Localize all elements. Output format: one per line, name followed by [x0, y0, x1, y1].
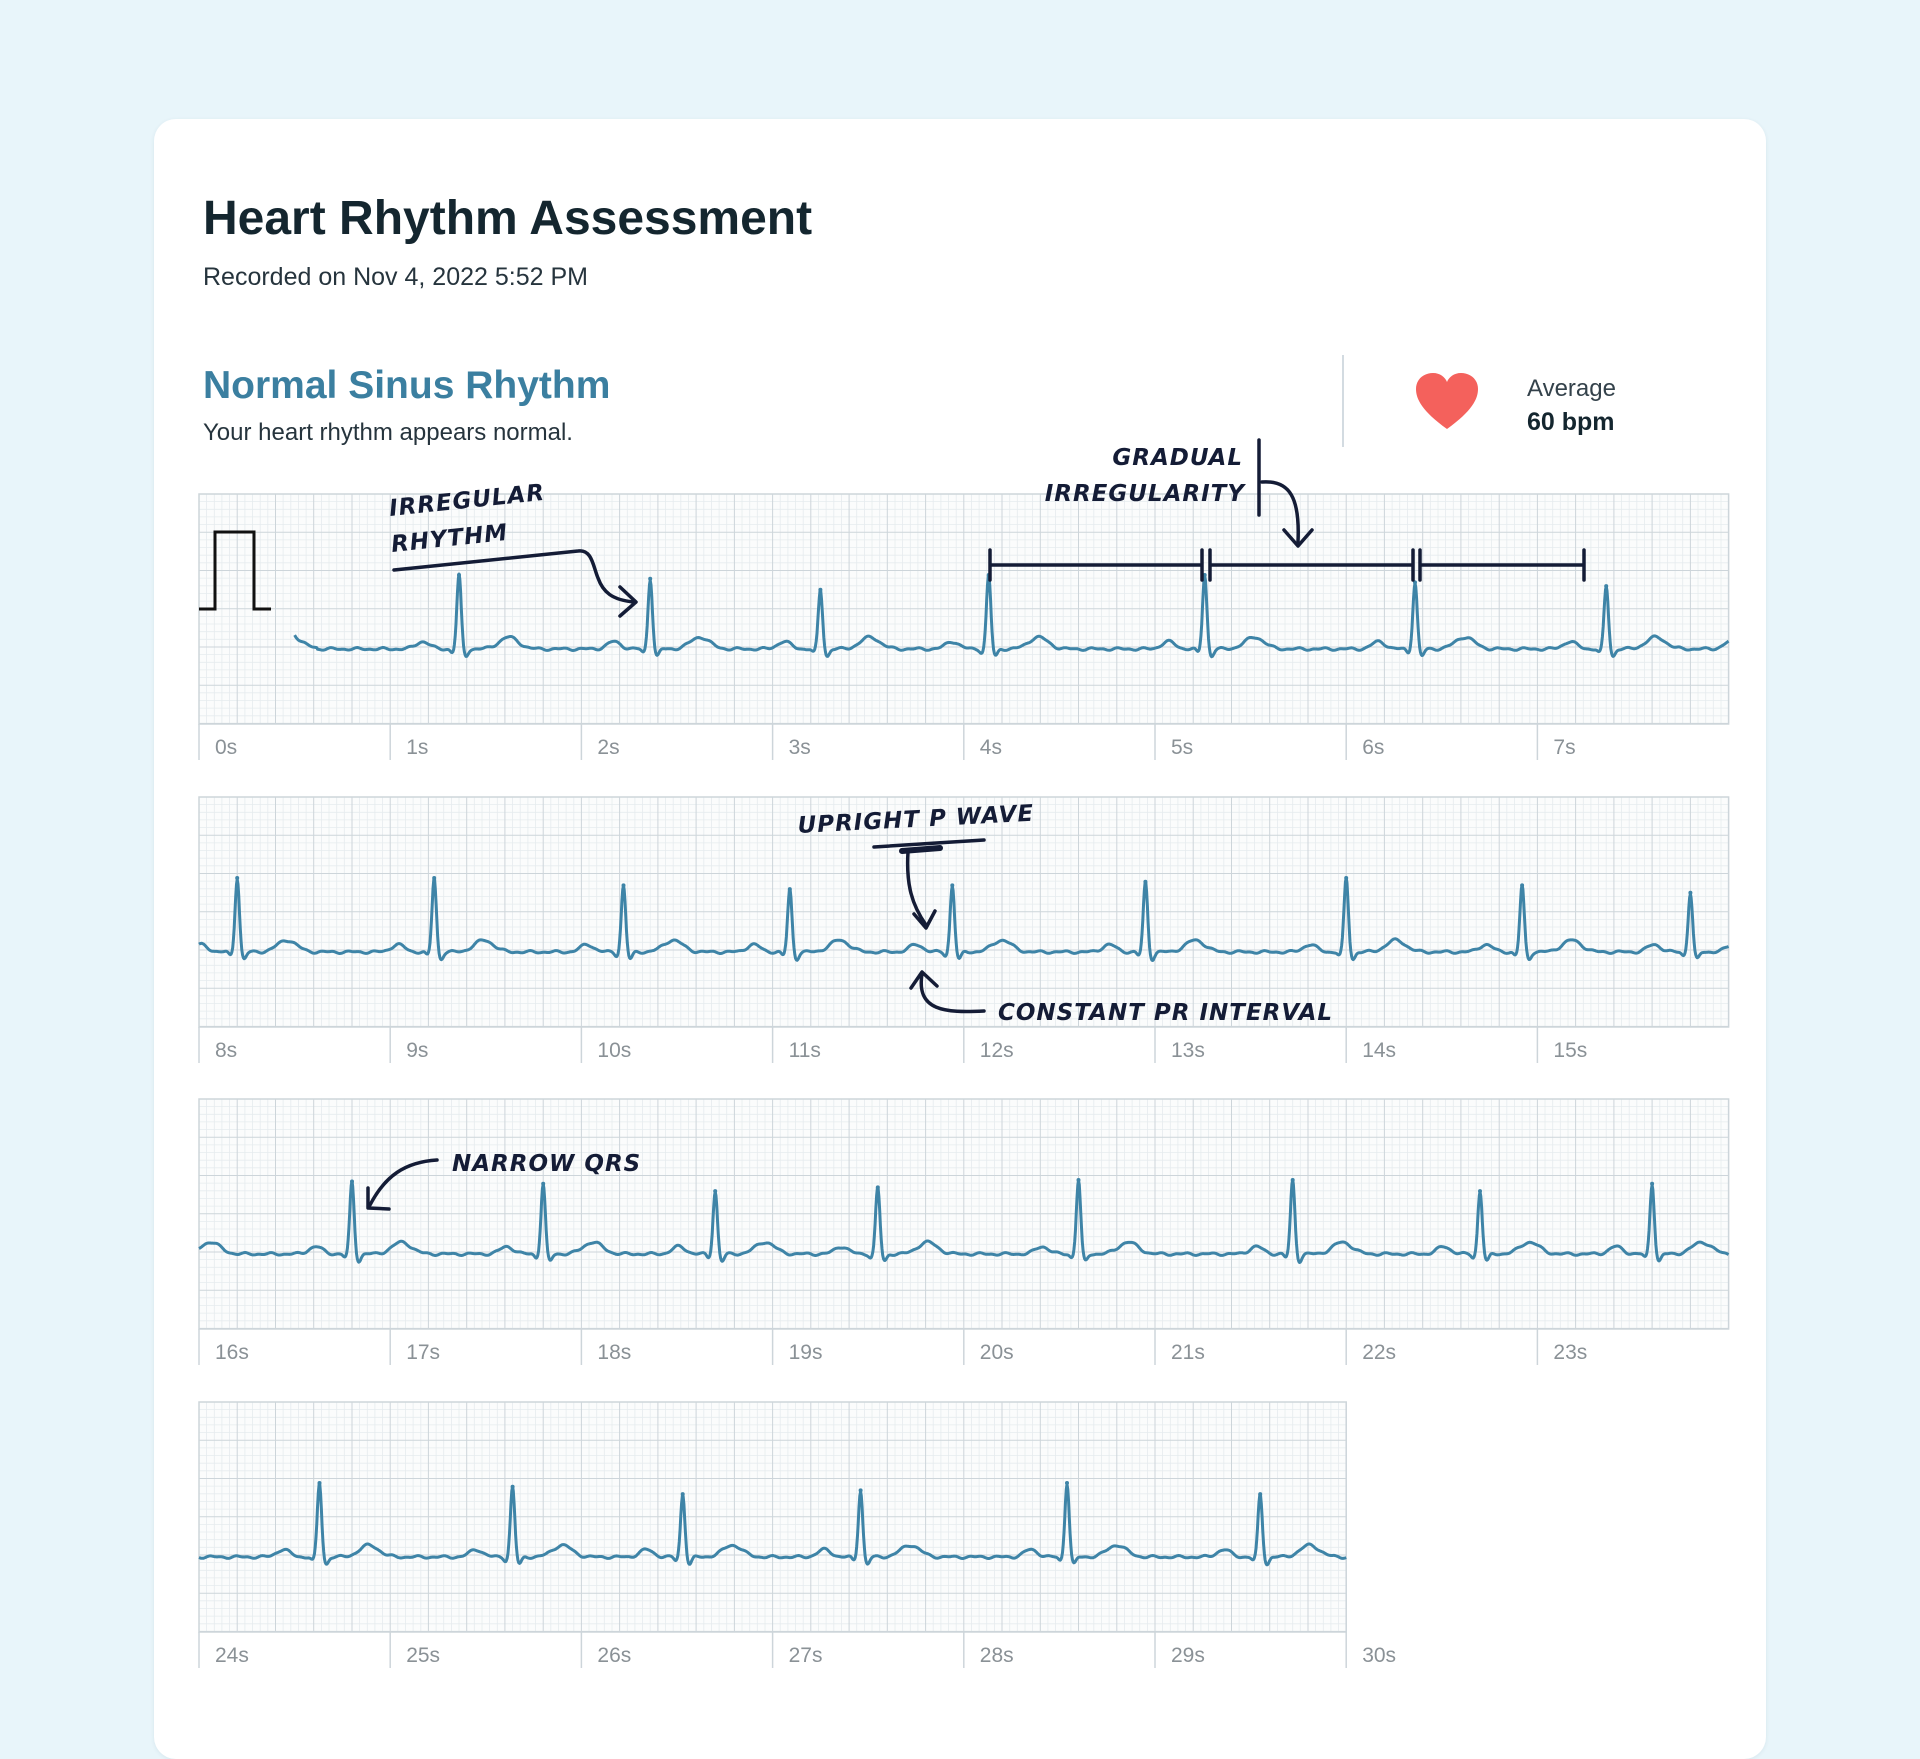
- r-peak-point: [511, 1485, 515, 1489]
- tick-label: 8s: [215, 1039, 238, 1062]
- tick-label: 23s: [1553, 1341, 1588, 1364]
- tick-label: 16s: [215, 1341, 249, 1364]
- tick-label: 6s: [1362, 736, 1385, 759]
- r-peak-point: [1143, 880, 1147, 884]
- r-peak-point: [859, 1488, 863, 1492]
- tick-label: 19s: [788, 1341, 823, 1364]
- recorded-timestamp: Recorded on Nov 4, 2022 5:52 PM: [203, 263, 588, 291]
- annotation-irregular-2: RHYTHM: [389, 519, 510, 558]
- r-peak-point: [1291, 1178, 1295, 1182]
- r-peak-point: [622, 883, 626, 887]
- tick-label: 29s: [1171, 1644, 1205, 1667]
- r-peak-point: [681, 1492, 685, 1496]
- r-peak-point: [876, 1185, 880, 1189]
- average-bpm: 60 bpm: [1527, 408, 1615, 436]
- tick-label: 12s: [979, 1039, 1014, 1062]
- tick-label: 7s: [1553, 736, 1576, 759]
- r-peak-point: [648, 577, 652, 581]
- r-peak-point: [1344, 876, 1348, 880]
- r-peak-point: [457, 573, 461, 577]
- r-peak-point: [1258, 1492, 1262, 1496]
- tick-label: 10s: [597, 1039, 632, 1062]
- tick-label: 9s: [406, 1039, 429, 1062]
- tick-label: 3s: [788, 736, 811, 759]
- tick-label: 0s: [215, 736, 238, 759]
- tick-label: 4s: [979, 736, 1002, 759]
- tick-label: 26s: [597, 1644, 632, 1667]
- tick-label: 1s: [406, 736, 429, 759]
- r-peak-point: [1650, 1182, 1654, 1186]
- tick-label: 15s: [1553, 1039, 1588, 1062]
- r-peak-point: [318, 1481, 322, 1485]
- r-peak-point: [950, 883, 954, 887]
- annotation-constant-pr: CONSTANT PR INTERVAL: [998, 1000, 1334, 1026]
- r-peak-point: [1604, 584, 1608, 588]
- tick-label: 28s: [979, 1644, 1014, 1667]
- r-peak-point: [1077, 1178, 1081, 1182]
- r-peak-point: [432, 876, 436, 880]
- r-peak-point: [1688, 891, 1692, 895]
- ecg-strip-grid: [199, 1099, 1729, 1329]
- annotation-upright-p: UPRIGHT P WAVE: [796, 800, 1035, 839]
- tick-label: 27s: [788, 1644, 823, 1667]
- r-peak-point: [1478, 1189, 1482, 1193]
- ecg-strip-grid: [199, 1402, 1346, 1632]
- tick-label: 30s: [1362, 1644, 1397, 1667]
- tick-label: 25s: [406, 1644, 441, 1667]
- tick-label: 24s: [215, 1644, 249, 1667]
- r-peak-point: [1065, 1481, 1069, 1485]
- tick-label: 17s: [406, 1341, 441, 1364]
- tick-label: 2s: [597, 736, 620, 759]
- page-title: Heart Rhythm Assessment: [203, 192, 813, 245]
- ecg-strip-grid: [199, 797, 1729, 1027]
- tick-label: 22s: [1362, 1341, 1397, 1364]
- tick-label: 14s: [1362, 1039, 1397, 1062]
- tick-label: 5s: [1171, 736, 1194, 759]
- rhythm-description: Your heart rhythm appears normal.: [203, 419, 573, 446]
- tick-label: 18s: [597, 1341, 632, 1364]
- r-peak-point: [788, 887, 792, 891]
- annotation-gradual-2: IRREGULARITY: [1044, 481, 1245, 507]
- annotation-narrow-qrs: NARROW QRS: [452, 1151, 642, 1177]
- tick-label: 13s: [1171, 1039, 1205, 1062]
- r-peak-point: [818, 588, 822, 592]
- tick-label: 11s: [788, 1039, 821, 1062]
- r-peak-point: [713, 1189, 717, 1193]
- tick-label: 21s: [1171, 1341, 1205, 1364]
- annotation-irregular-1: IRREGULAR: [387, 479, 547, 522]
- annotation-gradual-1: GRADUAL: [1112, 445, 1243, 471]
- rhythm-result: Normal Sinus Rhythm: [203, 364, 611, 407]
- r-peak-point: [350, 1180, 354, 1184]
- r-peak-point: [1520, 883, 1524, 887]
- r-peak-point: [541, 1182, 545, 1186]
- average-label: Average: [1527, 375, 1616, 402]
- tick-label: 20s: [979, 1341, 1014, 1364]
- r-peak-point: [235, 876, 239, 880]
